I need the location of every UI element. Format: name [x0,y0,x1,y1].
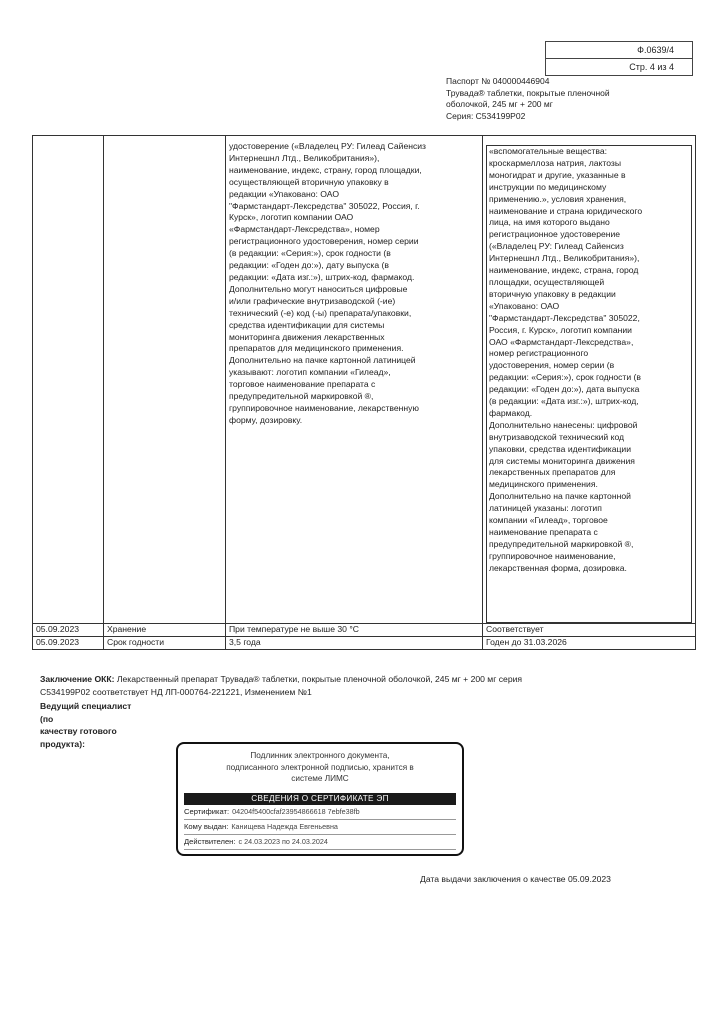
cell-requirement: При температуре не выше 30 °C [226,624,483,637]
conclusion-text-2: C534199P02 соответствует НД ЛП-000764-221221, Изменением №1 [40,686,312,697]
test-results-table [32,135,696,650]
table-row [33,624,696,637]
cell-result: Соответствует [483,624,696,637]
product-name-line2: оболочкой, 245 мг + 200 мг [446,99,553,109]
electronic-signature-stamp [176,742,464,856]
conclusion-label: Заключение ОКК: [40,674,115,684]
cell-date: 05.09.2023 [33,624,104,637]
table-row [33,636,696,649]
stamp-certificate-row [184,805,456,820]
cell-test-name [104,136,226,624]
validity-label: Действителен: [184,836,236,846]
certificate-value: 04204f5400cfaf23954866618 7ebfe38fb [232,806,360,816]
series-label: Серия: C534199P02 [446,110,526,121]
product-name-line1: Трувада® таблетки, покрытые пленочной [446,87,610,98]
cell-requirement: удостоверение («Владелец РУ: Гилеад Сайенсиз Интернешнл Лтд., Великобритания»), наименование, индекс, страну, город площадки, осуществляющей вторичную упаковку в редакции «Упаковано: ОАО "Фармстандарт-Лексредства" 305022, Россия, г. Курск», логотип компании ОАО «Фармстандарт-Лексредства», номер регистрационного удостоверения, номер серии (в редакции: «Серия:»), срок годности (в редакции: «Годен до:»), дату выпуска (в редакции: «Дата изг.:»), штрих-код, фармакод. Дополнительно могут наноситься цифровые и/или графические внутризаводской (-ие) технический (-е) код (-ы) препарата/упаковки, средства идентификации для системы мониторинга движения лекарственных препаратов для медицинского применения. Дополнительно на пачке картонной латиницей указывают: логотип компании «Гилеад», торговое наименование препарата с предупредительной маркировкой ®, группировочное наименование, лекарственную форму, дозировку. [229,141,427,425]
table-row [33,136,696,624]
page-number: Стр. 4 из 4 [629,62,674,72]
certificate-label: Сертификат: [184,806,230,816]
owner-value: Канищева Надежда Евгеньевна [231,821,338,831]
form-code-box [545,41,693,76]
cell-result: Годен до 31.03.2026 [483,636,696,649]
cell-date [33,136,104,624]
owner-label: Кому выдан: [184,821,229,831]
specialist-label: Ведущий специалист (по качеству готового продукта): [40,701,132,749]
conclusion-text-1: Лекарственный препарат Трувада® таблетки, покрытые пленочной оболочкой, 245 мг + 200 мг серия [114,674,523,684]
stamp-owner-row [184,820,456,835]
stamp-certificate-header: СВЕДЕНИЯ О СЕРТИФИКАТЕ ЭП [184,793,456,805]
validity-value: с 24.03.2023 по 24.03.2024 [238,836,328,846]
cell-test-name: Хранение [104,624,226,637]
cell-result: «вспомогательные вещества: кроскармеллоза натрия, лактозы моногидрат и другие, указанные в инструкции по медицинскому применению.», условия хранения, наименование и страна юридического лица, на имя которого выдано регистрационное удостоверение («Владелец РУ: Гилеад Сайенсиз Интернешнл Лтд., Великобритания»), наименование, индекс, страна, город площадки, осуществляющей вторичную упаковку в редакции «Упаковано: ОАО "Фармстандарт-Лексредства" 305022, Россия, г. Курск», логотип компании ОАО «Фармстандарт-Лексредства», номер регистрационного удостоверения, номер серии (в редакции: «Серия:»), срок годности (в редакции: «Годен до:»), дата выпуска (в редакции: «Дата изг.:»), штрих-код, фармакод. Дополнительно нанесены: цифровой внутризаводской технический код упаковки, средства идентификации для системы мониторинга движения лекарственных препаратов для медицинского применения. Дополнительно на пачке картонной латиницей указаны: логотип компании «Гилеад», торговое наименование препарата с предупредительной маркировкой ®, группировочное наименование, лекарственная форма, дозировка. [489,146,643,573]
cell-date: 05.09.2023 [33,636,104,649]
cell-test-name: Срок годности [104,636,226,649]
cell-requirement: 3,5 года [226,636,483,649]
form-code: Ф.0639/4 [546,42,692,59]
qc-conclusion [40,673,600,698]
stamp-title: Подлинник электронного документа, подписанного электронной подписью, хранится в системе ЛИМС [226,751,414,783]
passport-number: Паспорт № 040000446904 [446,76,550,86]
passport-header [446,76,656,122]
issue-date: Дата выдачи заключения о качестве 05.09.2023 [420,874,611,884]
stamp-validity-row [184,835,456,850]
